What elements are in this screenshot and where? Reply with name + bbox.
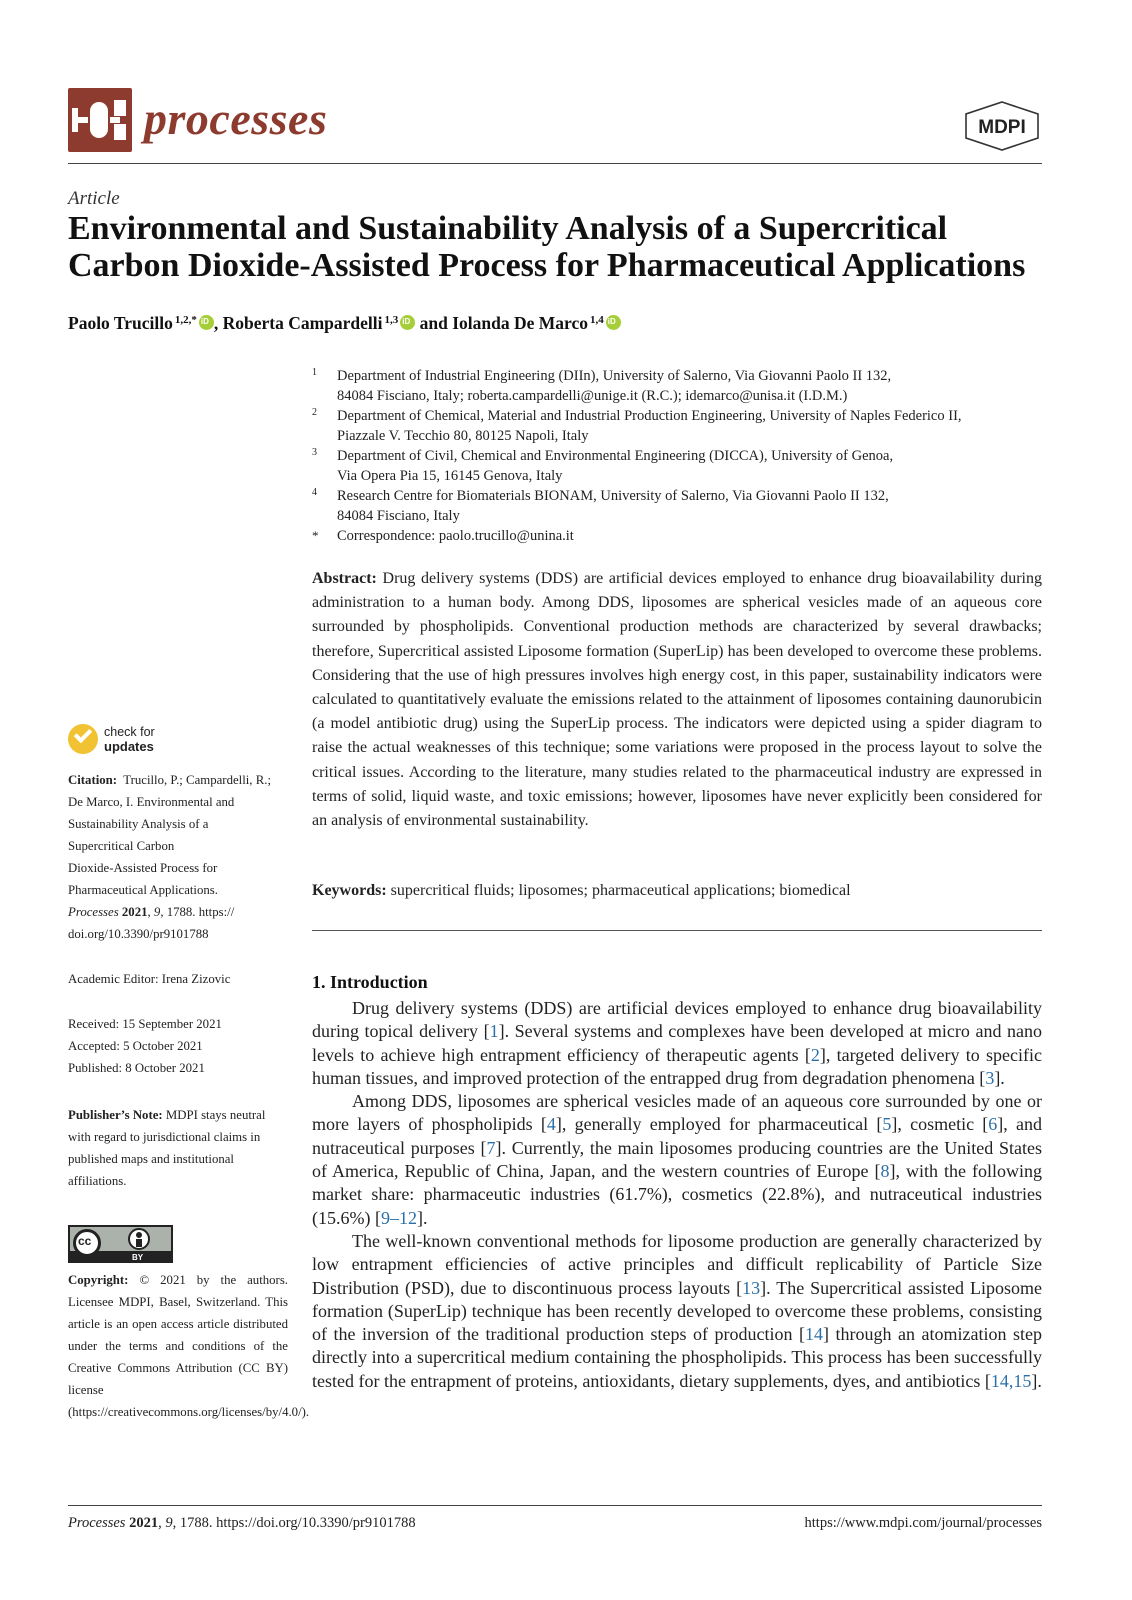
citation-line: De Marco, I. Environmental and (68, 795, 235, 809)
affiliation-item (312, 366, 1052, 406)
abstract-text: Drug delivery systems (DDS) are artificial devices employed to enhance drug bioavailability during administration to a human body. Among DDS, liposomes are spherical vesicles made of an aqueous core surrounded by phospholipids. Conventional production methods are characterized by several drawbacks; therefore, Supercritical assisted Liposome formation (SuperLip) has been developed to overcome these problems. Considering that the use of high pressures involves high energy cost, in this paper, sustainability indicators were calculated to quantitatively evaluate the emissions related to the attainment of liposomes containing daunorubicin (a model antibiotic drug) using the SuperLip process. The indicators were depicted using a spider diagram to raise the actual weaknesses of this technique; some variations were proposed in the process layout to solve the critical issues. According to the literature, many studies related to the pharmaceutical industry are expressed in terms of solid, liquid waste, and toxic emissions; however, liposomes have never explicitly been considered for an analysis of environmental sustainability. (312, 570, 1042, 830)
reference-link[interactable]: 5 (882, 1114, 892, 1135)
copyright-label: Copyright: (68, 1273, 129, 1287)
footer-citation: Processes 2021, 9, 1788. https://doi.org/10.3390/pr9101788 (68, 1515, 416, 1531)
affiliation-line: 84084 Fisciano, Italy (337, 508, 460, 524)
keywords (312, 880, 1042, 902)
abstract-label: Abstract: (312, 570, 377, 587)
paragraph-text: ], generally employed for pharmaceutical [ (555, 1114, 883, 1135)
reference-link[interactable]: 13 (742, 1277, 761, 1298)
orcid-icon[interactable] (199, 315, 214, 330)
academic-editor: Academic Editor: Irena Zizovic (68, 972, 231, 986)
citation-doi-link[interactable]: doi.org/10.3390/pr9101788 (68, 927, 209, 941)
paragraph-text: ], targeted delivery to specific human tissues, and improved protection of the entrapped drug from degradation phenomena [ (312, 1044, 1042, 1088)
affiliation-item (312, 446, 1052, 486)
reference-link[interactable]: 1 (489, 1021, 499, 1042)
mdpi-logo (962, 100, 1042, 152)
correspondence-mark: * (312, 528, 319, 543)
reference-link[interactable]: 14,15 (990, 1370, 1032, 1391)
author-affiliation-marks: 1,4 (590, 314, 604, 326)
paragraph-text: ] through an atomization step directly into a supercritical medium containing the phospholipids. This process has been successfully tested for the entrapment of proteins, antioxidants, dietary supplements, dyes, and antibiotics [ (312, 1324, 1042, 1391)
publisher-note-text: MDPI stays neutral with regard to jurisdictional claims in published maps and institutional affiliations. (68, 1108, 266, 1188)
reference-link[interactable]: 9–12 (380, 1207, 417, 1228)
introduction-body (312, 997, 1042, 1393)
journal-header (68, 88, 1042, 163)
citation-line: Supercritical Carbon (68, 839, 175, 853)
cc-by-license-badge[interactable] (68, 1225, 173, 1263)
reference-link[interactable]: 4 (546, 1114, 556, 1135)
section-heading: 1. Introduction (312, 972, 428, 992)
citation-line: Dioxide-Assisted Process for (68, 861, 218, 875)
publication-dates (68, 1013, 288, 1079)
correspondence-text: Correspondence: paolo.trucillo@unina.it (337, 528, 574, 544)
keywords-label: Keywords: (312, 882, 387, 899)
citation-journal: Processes (68, 905, 119, 919)
cc-label: cc (78, 1234, 92, 1248)
footer-year: 2021 (129, 1515, 159, 1531)
citation-pages: , 1788. https:// (160, 905, 235, 919)
publisher-name: MDPI (978, 117, 1026, 138)
correspondence (312, 526, 1052, 546)
paragraph-text: ]. (1031, 1370, 1042, 1391)
body-paragraph (312, 997, 1042, 1090)
article-type: Article (68, 188, 120, 209)
reference-link[interactable]: 14 (805, 1324, 823, 1345)
affiliation-number: 3 (312, 447, 317, 458)
published-date: Published: 8 October 2021 (68, 1061, 205, 1075)
reference-link[interactable]: 3 (985, 1067, 995, 1088)
title-line: Carbon Dioxide-Assisted Process for Pharmaceutical Applications (68, 247, 1026, 284)
check-updates-icon (68, 724, 98, 754)
paragraph-text: ]. (994, 1067, 1005, 1088)
author-name[interactable]: Roberta Campardelli (222, 313, 383, 333)
paragraph-text: ], and nutraceutical purposes [ (312, 1114, 1043, 1158)
by-label: BY (132, 1253, 144, 1262)
affiliations (312, 366, 1052, 546)
publisher-note-label: Publisher’s Note: (68, 1108, 163, 1122)
check-updates-line1: check for (104, 725, 155, 739)
author-affiliation-marks: 1,3 (384, 314, 399, 326)
copyright-text: © 2021 by the authors. Licensee MDPI, Basel, Switzerland. This article is an open access article distributed under the terms and conditions of the Creative Commons Attribution (CC BY) license (https://creativecommons.org/licenses/by/4.0/). (68, 1273, 310, 1419)
attribution-icon (128, 1228, 150, 1250)
reference-link[interactable]: 8 (880, 1161, 890, 1182)
affiliation-line: 84084 Fisciano, Italy; roberta.campardelli@unige.it (R.C.); idemarco@unisa.it (I.D.M.) (337, 388, 848, 404)
footer-doi[interactable]: , 1788. https://doi.org/10.3390/pr9101788 (172, 1515, 416, 1531)
footer-journal: Processes (68, 1515, 126, 1531)
paragraph-text: Among DDS, liposomes are spherical vesicles made of an aqueous core surrounded by one or more layers of phospholipids [ (312, 1091, 1042, 1135)
reference-link[interactable]: 7 (486, 1137, 496, 1158)
affiliation-item (312, 486, 1052, 526)
check-for-updates-button[interactable] (68, 724, 178, 758)
author-separator: , (213, 313, 223, 333)
journal-logo-icon (68, 88, 132, 152)
citation-year: 2021 (121, 905, 148, 919)
paragraph-text: ], cosmetic [ (891, 1114, 989, 1135)
footer-divider (68, 1505, 1042, 1506)
affiliation-line: Department of Industrial Engineering (DIIn), University of Salerno, Via Giovanni Paolo II 132, (337, 368, 892, 384)
paragraph-text: Drug delivery systems (DDS) are artificial devices employed to enhance drug bioavailability during topical delivery [ (312, 998, 1042, 1042)
affiliation-line: Piazzale V. Tecchio 80, 80125 Napoli, Italy (337, 428, 589, 444)
citation-line: Pharmaceutical Applications. (68, 883, 218, 897)
received-date: Received: 15 September 2021 (68, 1017, 222, 1031)
affiliation-line: Department of Chemical, Material and Industrial Production Engineering, University of Naples Federico II, (337, 408, 962, 424)
check-updates-line2: updates (104, 739, 154, 754)
affiliation-number: 4 (312, 487, 317, 498)
reference-link[interactable]: 2 (810, 1044, 820, 1065)
cc-icon (73, 1229, 101, 1257)
affiliation-item (312, 406, 1052, 446)
affiliation-number: 2 (312, 407, 317, 418)
affiliation-number: 1 (312, 367, 317, 378)
citation-line: Sustainability Analysis of a (68, 817, 209, 831)
paragraph-text: ]. Several systems and complexes have been developed at micro and nano levels to achieve high entrapment efficiency of therapeutic agents [ (312, 1021, 1042, 1065)
paragraph-text: ], with the following market share: pharmaceutic industries (61.7%), cosmetics (22.8%), and nutraceutical industries (15.6%) [ (312, 1161, 1043, 1228)
citation-volume: 9 (153, 905, 161, 919)
orcid-icon[interactable] (400, 315, 415, 330)
abstract (312, 567, 1042, 833)
author-separator: and (415, 313, 453, 333)
paragraph-text: The well-known conventional methods for liposome production are generally characterized by low entrapment efficiencies of active principles and difficult replicability of Particle Size Distribution (PSD), due to discontinuous process layouts [ (312, 1230, 1042, 1298)
footer-journal-url[interactable]: https://www.mdpi.com/journal/processes (804, 1515, 1042, 1531)
keywords-text: supercritical fluids; liposomes; pharmaceutical applications; biomedical (390, 882, 851, 899)
affiliation-line: Research Centre for Biomaterials BIONAM, University of Salerno, Via Giovanni Paolo II 132, (337, 488, 889, 504)
citation-block: Citation: Trucillo, P.; Campardelli, R.; De Marco, I. Environmental and Sustainability Analysis of a Supercritical Carbon Dioxide-Assisted Process for Pharmaceutical Applications. Processes 2021, 9, 1788. https:// doi.org/10.3390/pr9101788 (68, 769, 288, 945)
footer-volume: 9 (165, 1515, 173, 1531)
author-name[interactable]: Iolanda De Marco (452, 313, 589, 333)
copyright-block (68, 1269, 310, 1423)
article-title (68, 210, 1058, 284)
citation-line: Trucillo, P.; Campardelli, R.; (123, 773, 271, 787)
author-name[interactable]: Paolo Trucillo (68, 313, 173, 333)
title-line: Environmental and Sustainability Analysis of a Supercritical (68, 210, 948, 247)
orcid-icon[interactable] (606, 315, 621, 330)
section-divider (312, 930, 1042, 931)
reference-link[interactable]: 6 (988, 1114, 998, 1135)
accepted-date: Accepted: 5 October 2021 (68, 1039, 203, 1053)
header-divider (68, 163, 1042, 164)
affiliation-line: Department of Civil, Chemical and Environmental Engineering (DICCA), University of Genoa, (337, 448, 894, 464)
journal-name: processes (144, 93, 328, 144)
author-list (68, 313, 621, 334)
publisher-note (68, 1104, 288, 1192)
author-affiliation-marks: 1,2,* (174, 314, 197, 326)
body-paragraph (312, 1230, 1042, 1393)
citation-label: Citation: (68, 773, 118, 787)
body-paragraph (312, 1090, 1042, 1230)
affiliation-line: Via Opera Pia 15, 16145 Genova, Italy (337, 468, 563, 484)
paragraph-text: ]. Currently, the main liposomes producing countries are the United States of America, Republic of China, Japan, and the western countries of Europe [ (312, 1137, 1042, 1182)
paragraph-text: ]. (416, 1207, 428, 1228)
paragraph-text: ]. The Supercritical assisted Liposome formation (SuperLip) technique has been recently developed to overcome these problems, consisting of the inversion of the traditional production steps of production [ (312, 1277, 1042, 1345)
